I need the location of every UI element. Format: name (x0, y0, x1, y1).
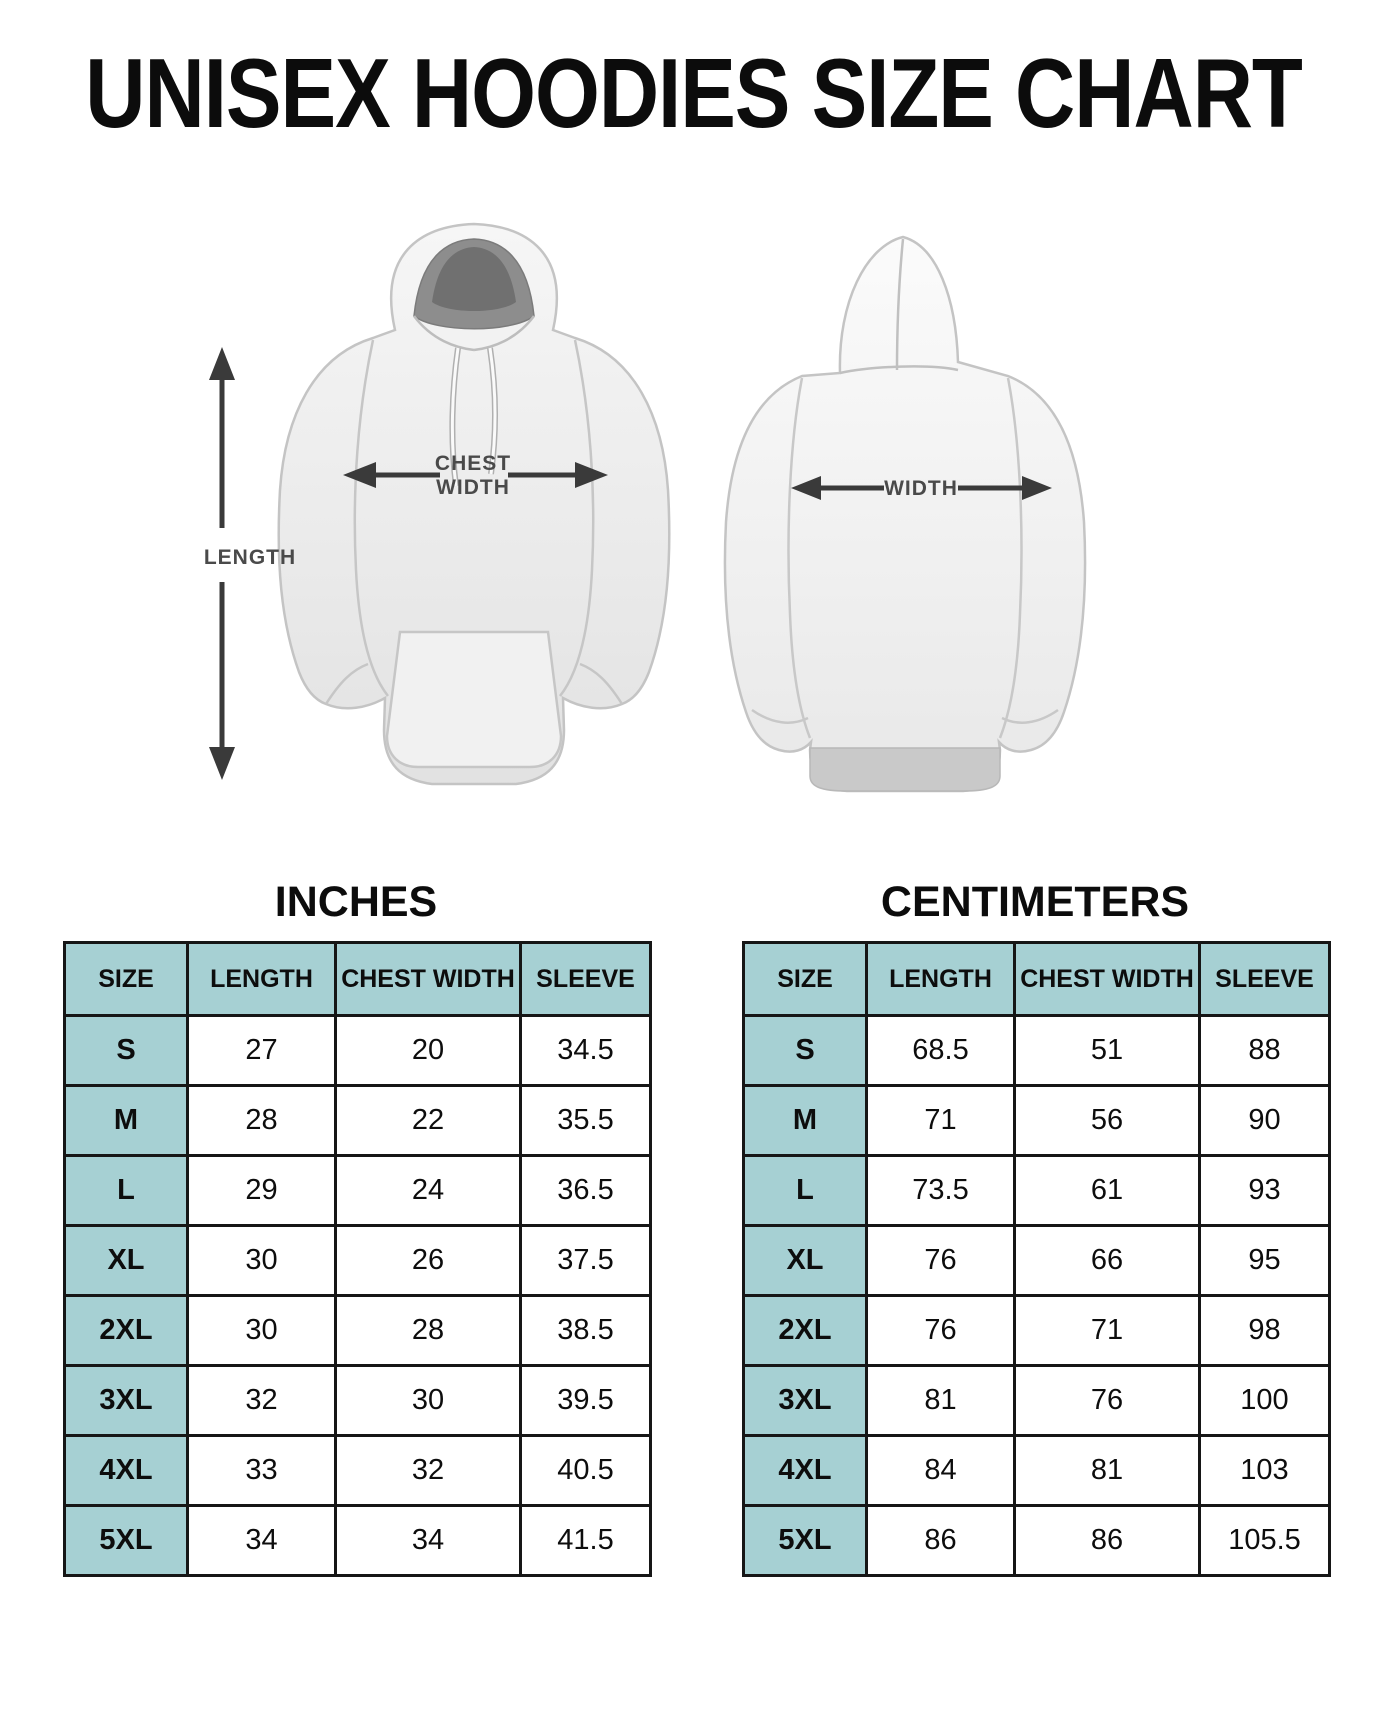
value-cell: 30 (188, 1296, 336, 1366)
size-cell: 2XL (744, 1296, 867, 1366)
table-row (65, 1296, 651, 1366)
size-cell: L (65, 1156, 188, 1226)
value-cell: 100 (1200, 1366, 1330, 1436)
value-cell: 71 (1015, 1296, 1200, 1366)
column-header-chest-width: CHEST WIDTH (336, 943, 521, 1016)
value-cell: 73.5 (867, 1156, 1015, 1226)
value-cell: 51 (1015, 1016, 1200, 1086)
value-cell: 105.5 (1200, 1506, 1330, 1576)
header-row (65, 943, 651, 1016)
value-cell: 76 (867, 1226, 1015, 1296)
value-cell: 34.5 (521, 1016, 651, 1086)
value-cell: 84 (867, 1436, 1015, 1506)
size-cell: S (744, 1016, 867, 1086)
size-cell: M (65, 1086, 188, 1156)
value-cell: 86 (1015, 1506, 1200, 1576)
size-cell: 2XL (65, 1296, 188, 1366)
table-row (65, 1436, 651, 1506)
size-cell: 3XL (744, 1366, 867, 1436)
size-cell: XL (744, 1226, 867, 1296)
size-cell: 5XL (65, 1506, 188, 1576)
value-cell: 38.5 (521, 1296, 651, 1366)
value-cell: 29 (188, 1156, 336, 1226)
kangaroo-pocket (387, 632, 561, 767)
value-cell: 39.5 (521, 1366, 651, 1436)
value-cell: 28 (336, 1296, 521, 1366)
value-cell: 41.5 (521, 1506, 651, 1576)
page-title: UNISEX HOODIES SIZE CHART (85, 39, 1303, 150)
column-header-sleeve: SLEEVE (521, 943, 651, 1016)
size-cell: 4XL (65, 1436, 188, 1506)
value-cell: 22 (336, 1086, 521, 1156)
table-row (65, 1016, 651, 1086)
hoodie-diagram (0, 190, 1388, 804)
value-cell: 30 (188, 1226, 336, 1296)
value-cell: 103 (1200, 1436, 1330, 1506)
value-cell: 24 (336, 1156, 521, 1226)
table-row (744, 1506, 1330, 1576)
size-cell: XL (65, 1226, 188, 1296)
front-hoodie-illustration (279, 224, 670, 784)
table-row (744, 1296, 1330, 1366)
value-cell: 76 (867, 1296, 1015, 1366)
value-cell: 93 (1200, 1156, 1330, 1226)
value-cell: 32 (336, 1436, 521, 1506)
centimeters-section (742, 876, 1328, 1577)
table-row (744, 1226, 1330, 1296)
column-header-size: SIZE (744, 943, 867, 1016)
value-cell: 90 (1200, 1086, 1330, 1156)
value-cell: 26 (336, 1226, 521, 1296)
value-cell: 30 (336, 1366, 521, 1436)
centimeters-table (742, 941, 1331, 1577)
value-cell: 33 (188, 1436, 336, 1506)
value-cell: 35.5 (521, 1086, 651, 1156)
table-row (744, 1016, 1330, 1086)
table-row (65, 1366, 651, 1436)
value-cell: 20 (336, 1016, 521, 1086)
back-width-label: WIDTH (884, 477, 958, 500)
value-cell: 40.5 (521, 1436, 651, 1506)
value-cell: 27 (188, 1016, 336, 1086)
size-cell: 5XL (744, 1506, 867, 1576)
table-row (65, 1226, 651, 1296)
centimeters-heading: CENTIMETERS (880, 878, 1190, 926)
waistband (810, 748, 1000, 791)
value-cell: 81 (1015, 1436, 1200, 1506)
column-header-size: SIZE (65, 943, 188, 1016)
chest-width-label-line1: CHEST (434, 452, 512, 475)
value-cell: 95 (1200, 1226, 1330, 1296)
column-header-length: LENGTH (867, 943, 1015, 1016)
value-cell: 68.5 (867, 1016, 1015, 1086)
inches-heading: INCHES (274, 878, 438, 926)
column-header-chest-width: CHEST WIDTH (1015, 943, 1200, 1016)
value-cell: 34 (188, 1506, 336, 1576)
inches-table (63, 941, 652, 1577)
size-cell: 3XL (65, 1366, 188, 1436)
inches-section (63, 876, 649, 1577)
chest-width-label-line2: WIDTH (436, 476, 510, 499)
value-cell: 36.5 (521, 1156, 651, 1226)
value-cell: 37.5 (521, 1226, 651, 1296)
table-row (65, 1506, 651, 1576)
value-cell: 81 (867, 1366, 1015, 1436)
size-cell: L (744, 1156, 867, 1226)
header-row (744, 943, 1330, 1016)
value-cell: 86 (867, 1506, 1015, 1576)
value-cell: 61 (1015, 1156, 1200, 1226)
size-cell: 4XL (744, 1436, 867, 1506)
value-cell: 56 (1015, 1086, 1200, 1156)
value-cell: 98 (1200, 1296, 1330, 1366)
value-cell: 71 (867, 1086, 1015, 1156)
column-header-length: LENGTH (188, 943, 336, 1016)
table-row (744, 1156, 1330, 1226)
value-cell: 34 (336, 1506, 521, 1576)
table-row (65, 1156, 651, 1226)
value-cell: 66 (1015, 1226, 1200, 1296)
table-row (744, 1436, 1330, 1506)
size-cell: S (65, 1016, 188, 1086)
value-cell: 76 (1015, 1366, 1200, 1436)
value-cell: 88 (1200, 1016, 1330, 1086)
title-row (0, 38, 1388, 150)
table-row (744, 1086, 1330, 1156)
value-cell: 28 (188, 1086, 336, 1156)
table-row (744, 1366, 1330, 1436)
value-cell: 32 (188, 1366, 336, 1436)
back-hoodie-illustration (725, 237, 1085, 791)
table-row (65, 1086, 651, 1156)
length-label: LENGTH (203, 546, 297, 569)
column-header-sleeve: SLEEVE (1200, 943, 1330, 1016)
size-cell: M (744, 1086, 867, 1156)
